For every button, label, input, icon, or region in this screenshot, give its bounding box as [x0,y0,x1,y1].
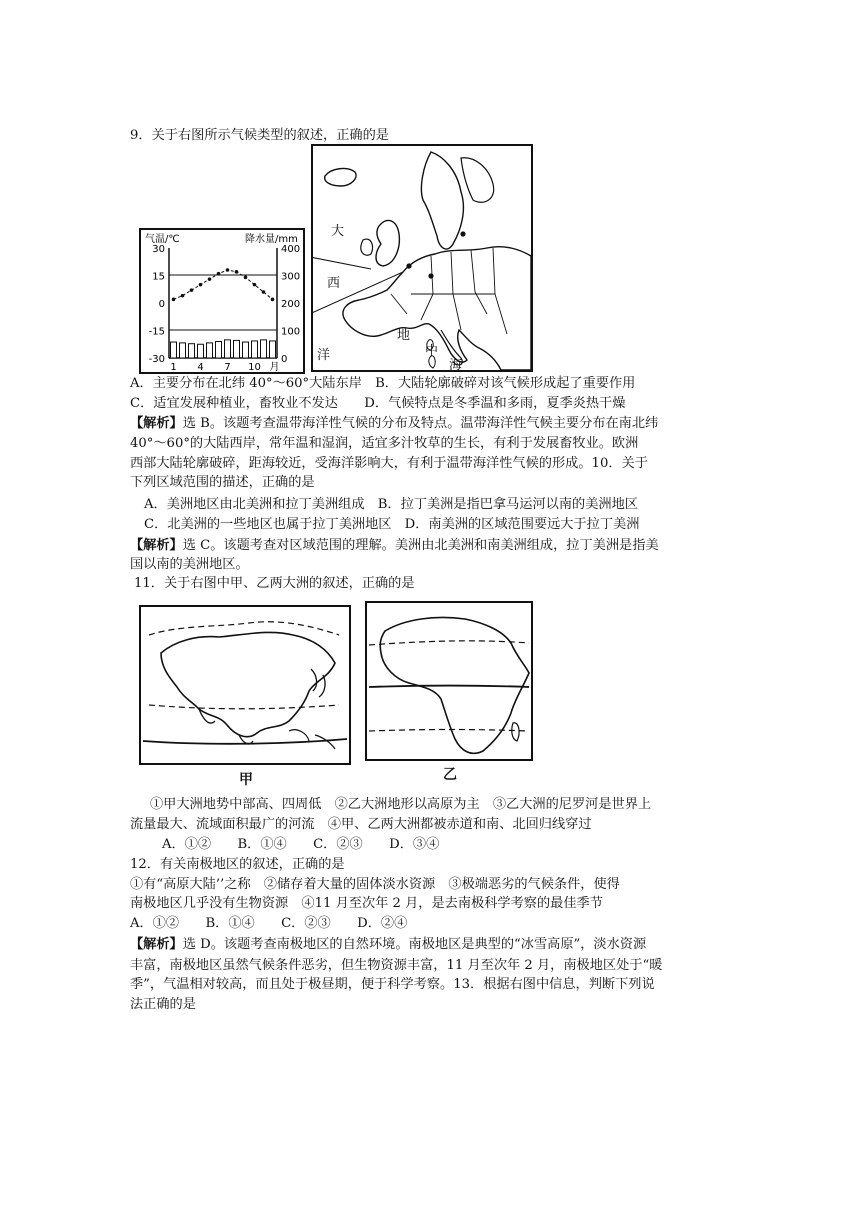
q9-analysis-line-3: 西部大陆轮廓破碎，距海较近，受海洋影响大，有利于温带海洋性气候的形成。10．关于 [130,456,648,471]
precipitation-bar [234,340,240,358]
q11-statement-line-1: ①甲大洲地势中部高、四周低 ②乙大洲地形以高原为主 ③乙大洲的尼罗河是世界上 [150,797,652,812]
q10-analysis-tag: 【解析】 [130,538,183,553]
precipitation-bar [225,340,231,358]
africa-map [365,601,533,791]
map-label-med-3: 海 [449,358,463,373]
map-label-atlantic-2: 西 [327,276,341,291]
precipitation-bar [261,340,267,358]
q11-statement-line-2: 流量最大、流域面积最广的河流 ④甲、乙两大洲都被赤道和南、北回归线穿过 [130,817,592,832]
q9-option-c: C．适宜发展种植业，畜牧业不发达 [130,396,338,411]
temperature-point [244,276,248,280]
right-tick-label: 0 [281,354,288,365]
q10-analysis-line-2: 国以南的美洲地区。 [130,557,249,572]
precipitation-bar [171,342,177,358]
right-axis-title: 降水量/mm [245,234,298,245]
q12-stem: 12．有关南极地区的叙述，正确的是 [130,857,345,872]
q12-analysis-line-1: 【解析】选 D。该题考查南极地区的自然环境。南极地区是典型的“冰雪高原”，淡水资源 [130,937,647,952]
precipitation-bar [270,341,276,358]
q12-analysis-line-3: 季”，气温相对较高，而且处于极昼期，便于科学考察。13．根据右图中信息，判断下列说 [130,977,655,992]
city-dot [428,273,433,278]
x-tick-label: 月 [269,362,280,373]
q9-option-d: D．气候特点是冬季温和多雨，夏季炎热干燥 [364,396,626,411]
q9-option-b: B．大陆轮廓破碎对该气候形成起了重要作用 [375,376,636,391]
q10-options-cd [144,516,639,534]
q9-option-a: A．主要分布在北纬 40°～60°大陆东岸 [130,376,362,391]
map-label-atlantic-1: 大 [331,224,345,239]
q12-analysis-line-2: 丰富，南极地区虽然气候条件恶劣，但生物资源丰富，11 月至次年 2 月，南极地区处于“暖 [130,958,663,973]
left-tick-label: 30 [152,244,165,255]
q10-analysis-line-1: 【解析】选 C。该题考查对区域范围的理解。美洲由北美洲和南美洲组成，拉丁美洲是指美 [130,538,659,553]
city-dot [460,231,465,236]
temperature-point [271,298,275,302]
q12-analysis-line-4: 法正确的是 [130,997,196,1012]
q11-stem: 11．关于右图中甲、乙两大洲的叙述，正确的是 [134,576,415,591]
left-tick-label: -15 [148,326,165,338]
q9-options-cd [130,395,625,413]
label-jia: 甲 [239,772,253,788]
label-yi: 乙 [443,767,457,783]
x-tick-label: 10 [248,362,261,373]
temperature-point [172,298,176,302]
city-dot [406,263,411,268]
temperature-point [226,268,230,272]
europe-map [311,144,533,372]
q9-analysis-line-4: 下列区域范围的描述，正确的是 [130,475,315,490]
temperature-point [199,283,203,287]
q9-analysis-line-2: 40°～60°的大陆西岸，常年温和湿润，适宜多汁牧草的生长，有利于发展畜牧业。欧洲 [130,436,639,451]
q12-statement-line-1: ①有“高原大陆’’之称 ②储存着大量的固体淡水资源 ③极端恶劣的气候条件，使得 [130,877,620,892]
q11-options: A．①② B．①④ C．②③ D．③④ [162,837,440,852]
q12-analysis-tag: 【解析】 [130,937,183,952]
precipitation-bar [198,344,204,358]
q10-option-c: C．北美洲的一些地区也属于拉丁美洲地区 [144,517,392,532]
temperature-point [208,277,212,281]
x-tick-label: 1 [170,362,177,373]
right-tick-label: 200 [281,299,301,310]
q10-option-d: D．南美洲的区域范围要远大于拉丁美洲 [404,517,640,532]
temperature-point [190,288,194,292]
asia-map [139,605,351,790]
temperature-point [253,283,257,287]
temperature-point [181,294,185,298]
q10-options-ab [144,496,638,514]
q12-statement-line-2: 南极地区几乎没有生物资源 ④11 月至次年 2 月，是去南极科学考察的最佳季节 [130,896,603,911]
map-label-atlantic-3: 洋 [317,348,331,363]
temperature-point [235,270,239,274]
left-axis-title: 气温/℃ [145,234,180,245]
map-label-med-1: 地 [397,328,411,343]
q9-stem: 9．关于右图所示气候类型的叙述，正确的是 [130,128,389,143]
precipitation-bar [216,342,222,359]
q12-options: A．①② B．①④ C．②③ D．②④ [130,916,408,931]
x-tick-label: 7 [224,362,231,373]
temperature-point [217,272,221,276]
left-tick-label: 0 [158,299,165,310]
right-tick-label: 400 [281,244,301,255]
precipitation-bar [207,343,213,358]
precipitation-bar [180,343,186,358]
left-tick-label: 15 [152,271,165,283]
q10-option-a: A．美洲地区由北美洲和拉丁美洲组成 [144,497,365,512]
precipitation-bar [189,344,195,358]
climate-chart [139,228,305,374]
map-label-med-2: 中 [425,344,439,359]
precipitation-bar [243,342,249,358]
q10-option-b: B．拉丁美洲是指巴拿马运河以南的美洲地区 [377,497,638,512]
precipitation-bar [252,341,258,358]
temperature-point [262,290,266,294]
right-tick-label: 300 [281,271,301,283]
left-tick-label: -30 [148,354,165,365]
q9-analysis-tag: 【解析】 [130,416,183,431]
right-tick-label: 100 [281,326,301,338]
x-tick-label: 4 [197,362,204,373]
q9-analysis-line-1: 【解析】选 B。该题考查温带海洋性气候的分布及特点。温带海洋性气候主要分布在南北纬 [130,416,659,431]
q9-options-ab [130,375,635,393]
